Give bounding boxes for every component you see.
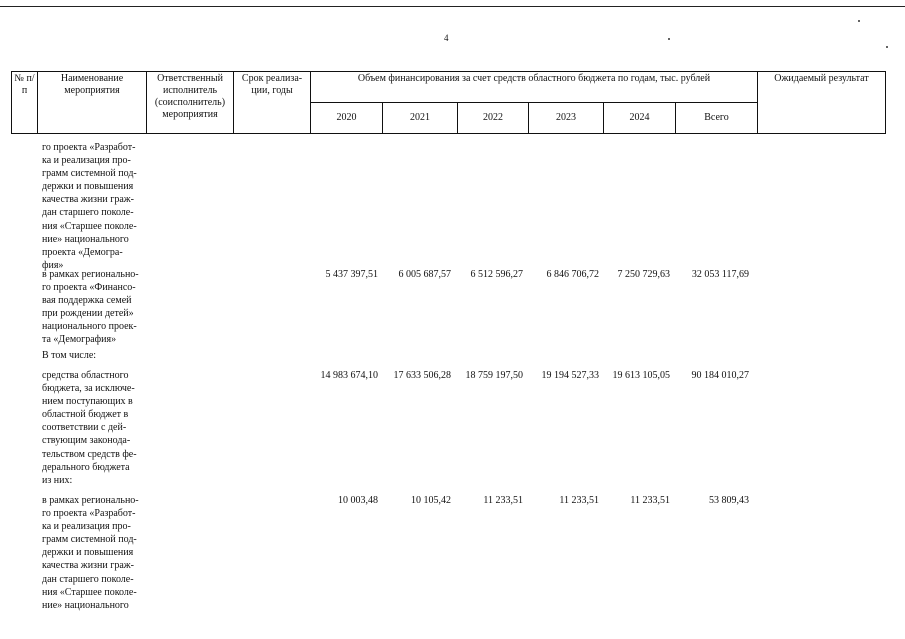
year-header: 2021	[383, 103, 458, 134]
description-line: вая поддержка семей	[42, 295, 132, 307]
col-term-header: Срок реализа-ции, годы	[234, 72, 311, 134]
year-value: 7 250 729,63	[617, 269, 670, 280]
row-description	[42, 349, 148, 362]
description-line: национального проек-	[42, 321, 137, 333]
year-value: 5 437 397,51	[325, 269, 378, 280]
total-header: Всего	[676, 103, 758, 134]
year-value: 10 003,48	[338, 495, 378, 506]
scan-speck	[858, 20, 860, 22]
year-value: 19 194 527,33	[541, 370, 599, 381]
description-line: грамм системной под-	[42, 534, 137, 546]
description-line: грамм системной под-	[42, 168, 137, 180]
page-number: 4	[444, 33, 449, 43]
scan-speck	[886, 46, 888, 48]
description-line: в рамках регионально-	[42, 269, 139, 280]
col-number-header: № п/п	[12, 72, 38, 134]
year-value: 6 846 706,72	[546, 269, 599, 280]
description-line: средства областного	[42, 370, 129, 381]
row-description	[42, 141, 148, 272]
col-executor-header: Ответственный исполнитель (соисполнитель) мероприятия	[147, 72, 234, 134]
year-value: 11 233,51	[630, 495, 670, 506]
year-value: 6 005 687,57	[398, 269, 451, 280]
description-line: та «Демография»	[42, 334, 117, 346]
row-description	[42, 369, 148, 474]
description-line: нием поступающих в	[42, 396, 133, 408]
description-line: ние» национального	[42, 233, 129, 245]
top-rule	[0, 6, 905, 7]
year-value: 6 512 596,27	[470, 269, 523, 280]
description-line: при рождении детей»	[42, 308, 134, 320]
year-value: 11 233,51	[483, 495, 523, 506]
year-header: 2023	[529, 103, 604, 134]
description-line: проекта «Демогра-	[42, 246, 123, 258]
description-line: дан старшего поколе-	[42, 207, 134, 219]
year-value: 11 233,51	[559, 495, 599, 506]
description-line: В том числе:	[42, 350, 97, 361]
description-line: качества жизни граж-	[42, 560, 134, 572]
description-line: держки и повышения	[42, 547, 134, 559]
description-line: го проекта «Разработ-	[42, 508, 136, 520]
description-line: ние» национального	[42, 599, 129, 611]
total-value: 90 184 010,27	[691, 370, 749, 381]
description-line: го проекта «Разработ-	[42, 142, 136, 153]
year-value: 17 633 506,28	[393, 370, 451, 381]
description-line: фия»	[42, 259, 64, 271]
header-table	[11, 71, 886, 134]
description-line: тельством средств фе-	[42, 448, 137, 460]
description-line: ка и реализация про-	[42, 521, 131, 533]
description-line: в рамках регионально-	[42, 495, 139, 506]
description-line: го проекта «Финансо-	[42, 282, 136, 294]
year-value: 10 105,42	[411, 495, 451, 506]
description-line: держки и повышения	[42, 181, 134, 193]
col-result-header: Ожидаемый результат	[758, 72, 886, 134]
row-description	[42, 268, 148, 347]
year-value: 14 983 674,10	[320, 370, 378, 381]
total-value: 32 053 117,69	[691, 269, 749, 280]
description-line: соответствии с дей-	[42, 422, 127, 434]
total-value: 53 809,43	[709, 495, 749, 506]
year-header: 2020	[311, 103, 383, 134]
description-line: бюджета, за исключе-	[42, 383, 135, 395]
description-line: ния «Старшее поколе-	[42, 220, 137, 232]
description-line: ния «Старшее поколе-	[42, 586, 137, 598]
scan-speck	[668, 38, 670, 40]
description-line: дерального бюджета	[42, 461, 130, 473]
year-header: 2022	[458, 103, 529, 134]
description-line: ствующим законода-	[42, 435, 131, 447]
description-line: дан старшего поколе-	[42, 573, 134, 585]
col-name-header: Наименование мероприятия	[38, 72, 147, 134]
year-value: 19 613 105,05	[612, 370, 670, 381]
description-line: областной бюджет в	[42, 409, 129, 421]
description-line: из них:	[42, 475, 73, 486]
row-description	[42, 494, 148, 612]
year-header: 2024	[604, 103, 676, 134]
description-line: качества жизни граж-	[42, 194, 134, 206]
description-line: ка и реализация про-	[42, 155, 131, 167]
col-funding-header: Объем финансирования за счет средств областного бюджета по годам, тыс. рублей	[311, 72, 758, 103]
year-value: 18 759 197,50	[465, 370, 523, 381]
row-description	[42, 474, 148, 487]
